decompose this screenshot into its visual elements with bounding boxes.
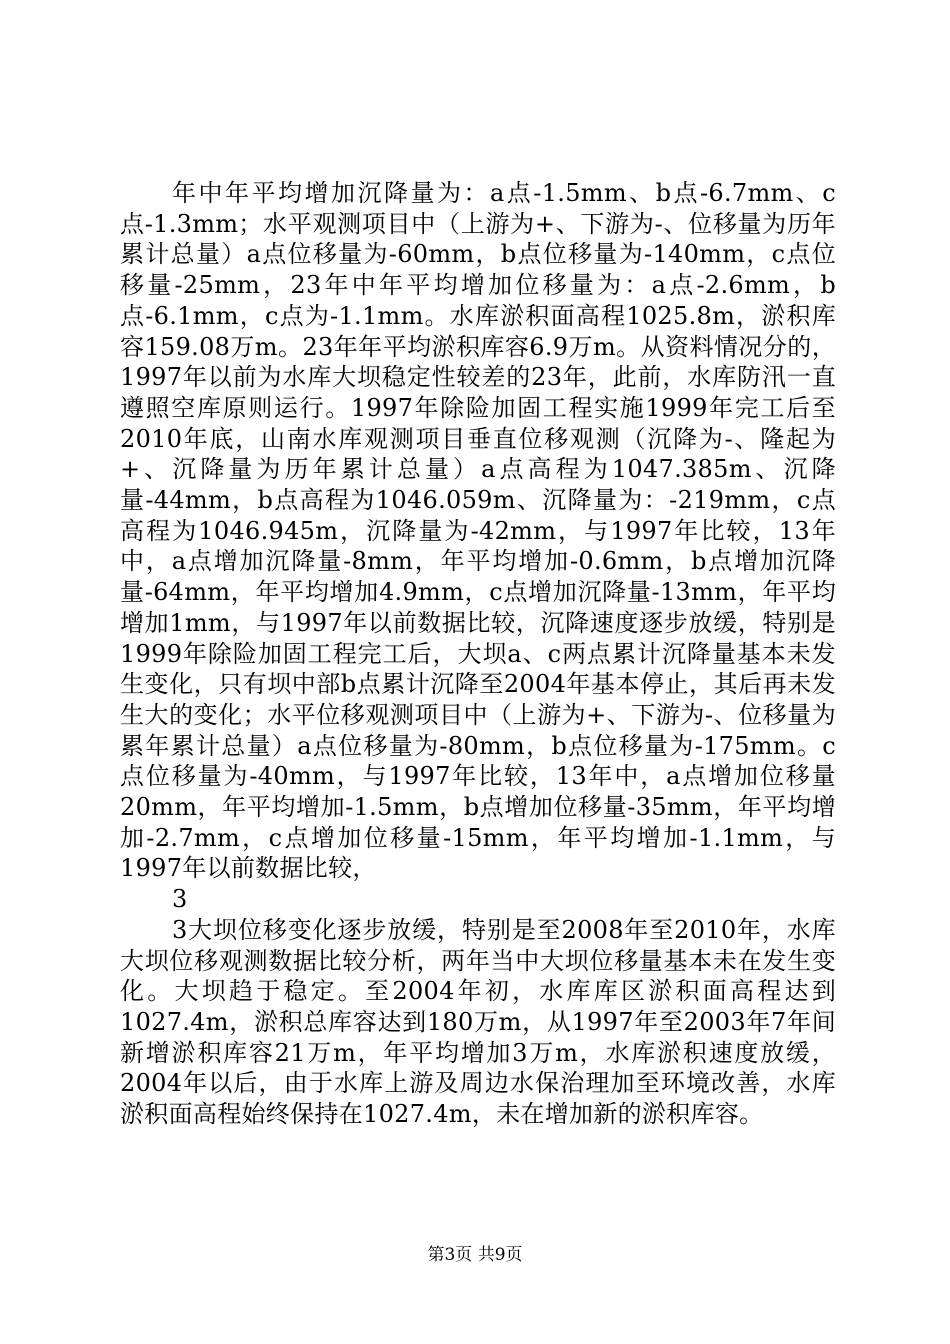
paragraph-1: 年中年平均增加沉降量为：a点-1.5mm、b点-6.7mm、c点-1.3mm；水平观测项目中（上游为+、下游为-、位移量为历年累计总量）a点位移量为-60mm，b点位移量为-140mm，c点位移量-25mm，23年中年平均增加位移量为：a点-2.6mm，b点-6.1mm，c点为-1.1mm。水库淤积面高程1025.8m，淤积库容159.08万m。23年年平均淤积库容6.9万m。从资料情况分的，1997年以前为水库大坝稳定性较差的23年，此前，水库防汛一直遵照空库原则运行。1997年除险加固工程实施1999年完工后至2010年底，山南水库观测项目垂直位移观测（沉降为-、隆起为+、沉降量为历年累计总量）a点高程为1047.385m、沉降量-44mm，b点高程为1046.059m、沉降量为：-219mm，c点高程为1046.945m，沉降量为-42mm，与1997年比较，13年中，a点增加沉降量-8mm，年平均增加-0.6mm，b点增加沉降量-64mm，年平均增加4.9mm，c点增加沉降量-13mm，年平均增加1mm，与1997年以前数据比较，沉降速度逐步放缓，特别是1999年除险加固工程完工后，大坝a、c两点累计沉降量基本未发生变化，只有坝中部b点累计沉降至2004年基本停止，其后再未发生大的变化；水平位移观测项目中（上游为+、下游为-、位移量为累年累计总量）a点位移量为-80mm，b点位移量为-175mm。c点位移量为-40mm，与1997年比较，13年中，a点增加位移量20mm，年平均增加-1.5mm，b点增加位移量-35mm，年平均增加-2.7mm，c点增加位移量-15mm，年平均增加-1.1mm，与1997年以前数据比较， — [120, 179, 836, 883]
page-number-label: 第3页 共9页 — [427, 1245, 523, 1265]
document-body — [120, 178, 836, 1130]
paragraph-2: 3 — [172, 885, 188, 914]
page-footer — [0, 1243, 950, 1267]
paragraph-3: 3大坝位移变化逐步放缓，特别是至2008年至2010年，水库大坝位移观测数据比较分析，两年当中大坝位移量基本未在发生变化。大坝趋于稳定。至2004年初，水库库区淤积面高程达到1027.4m，淤积总库容达到180万m，从1997年至2003年7年间新增淤积库容21万m，年平均增加3万m，水库淤积速度放缓，2004年以后，由于水库上游及周边水保治理加至环境改善，水库淤积面高程始终保持在1027.4m，未在增加新的淤积库容。 — [120, 915, 836, 1129]
